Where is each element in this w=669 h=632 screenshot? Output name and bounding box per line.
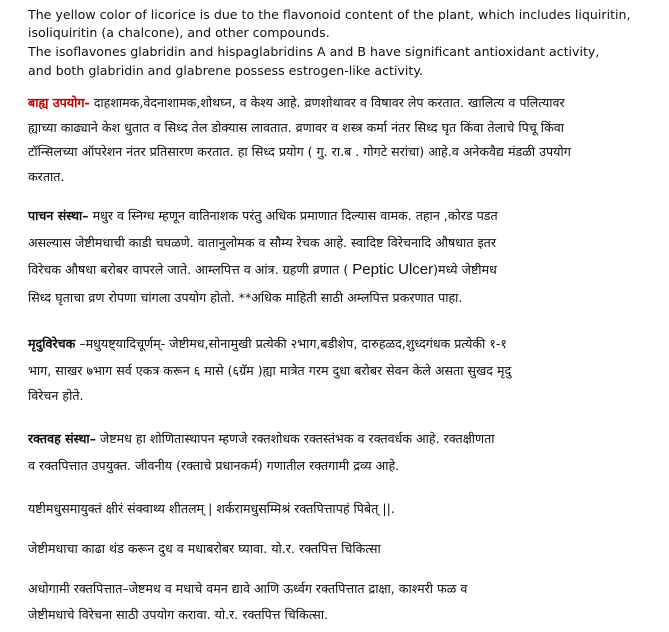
digestive-text-3c: )मध्ये जेष्टीमध	[433, 262, 497, 277]
external-use-line-2: ह्याच्या काढ्याने केश धुतात व सिध्द तेल डोक्यास लावतात. व्रणावर व शस्त्र कर्मा नंतर सिध्द घृत किंवा तेलाचे पिचू किंवा	[28, 120, 565, 135]
digestive-line-4: सिध्द घृताचा व्रण रोपणा चांगला उपयोग होतो. **अधिक माहिती साठी अम्लपित्त प्रकरणात पाहा.	[28, 290, 463, 305]
laxative-heading: मृदुविरेचक	[28, 336, 76, 351]
digestive-text-3a: विरेचक औषधा बरोबर वापरले जाते. आम्लपित्त व आंत्र. ग्रहणी व्रणात (	[28, 262, 353, 277]
digestive-line-2: असल्यास जेष्टीमधाची काडी चघळणे. वातानुलोमक व सौम्य रेचक आहे. स्वादिष्ट विरेचनादि औषधात इतर	[28, 235, 497, 250]
laxative-text-1: –मधुयष्ट्यादिचूर्णम्- जेष्टीमध,सोनामुखी प्रत्येकी २भाग,बडीशेप, दारुहळद,शुध्दगंधक प्रत्येकी १-१	[75, 336, 507, 351]
downward-line-1: अधोगामी रक्तपित्तात–जेष्टमध व मधाचे वमन द्यावे आणि ऊर्ध्वग रक्तपित्तात द्राक्षा, काश्मरी फळ व	[28, 581, 468, 596]
blood-line-1	[28, 428, 495, 450]
digestive-text-1: मधुर व स्निग्ध म्हणून वातिनाशक परंतु अधिक प्रमाणात दिल्यास वामक. तहान ,कोरड पडत	[88, 208, 498, 223]
external-use-line-1	[28, 92, 565, 114]
blood-text-1: जेष्टमध हा शोणितास्थापन म्हणजे रक्तशोधक रक्तस्तंभक व रक्तवर्धक आहे. रक्तक्षीणता	[95, 431, 495, 446]
peptic-ulcer-term: Peptic Ulcer	[352, 261, 434, 278]
english-line-1: The yellow color of licorice is due to the flavonoid content of the plant, which includes liquiritin,	[28, 7, 631, 22]
digestive-heading: पाचन संस्था–	[28, 208, 89, 223]
english-line-4: and both glabridin and glabrene possess estrogen-like activity.	[28, 63, 423, 78]
english-line-3: The isoflavones glabridin and hispaglabridins A and B have significant antioxidant activity,	[28, 44, 600, 59]
blood-heading: रक्तवह संस्था–	[28, 431, 96, 446]
downward-line-2: जेष्टीमधाचे विरेचना साठी उपयोग करावा. यो.र. रक्तपित्त चिकित्सा.	[28, 607, 329, 622]
digestive-line-1	[28, 205, 498, 227]
external-use-line-3: टॉन्सिलच्या ऑपरेशन नंतर प्रतिसारण करतात. हा सिध्द प्रयोग ( गु. रा.ब . गोगटे सरांचा) आहे.व अनेकवैद्य मंडळी उपयोग	[28, 144, 571, 159]
external-use-text-1: दाहशामक,वेदनाशामक,शोथघ्न, व केश्य आहे. व्रणशोथावर व विषावर लेप करतात. खालित्य व पलित्यावर	[89, 95, 565, 110]
english-line-2: isoliquiritin (a chalcone), and other compounds.	[28, 25, 330, 40]
sanskrit-verse: यष्टीमधुसमायुक्तं क्षीरं संक्वाथ्य शीतलम् | शर्करामधुसम्मिश्रं रक्तपित्तापहं पिबेत् ||.	[28, 501, 395, 516]
laxative-line-1	[28, 333, 507, 355]
decoction-line: जेष्टीमधाचा काढा थंड करून दुध व मधाबरोबर घ्यावा. यो.र. रक्तपित्त चिकित्सा	[28, 541, 381, 556]
digestive-line-3	[28, 259, 497, 281]
laxative-line-2: भाग, साखर ७भाग सर्व एकत्र करून ६ मासे (६ग्रॅम )ह्या मात्रेत गरम दुधा बरोबर सेवन केले असता सुखद मृदु	[28, 363, 512, 378]
laxative-line-3: विरेचन होते.	[28, 388, 84, 403]
blood-line-2: व रक्तपित्तात उपयुक्त. जीवनीय (रक्ताचे प्रधानकर्म) गणातील रक्तगामी द्रव्य आहे.	[28, 458, 400, 473]
external-use-heading: बाह्य उपयोग-	[28, 95, 90, 110]
external-use-line-4: करतात.	[28, 169, 65, 184]
